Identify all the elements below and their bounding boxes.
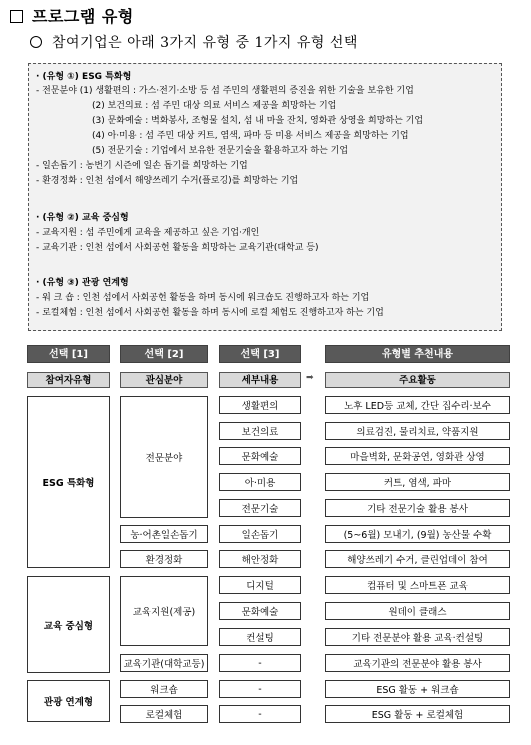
table-header: 선택 [3] — [219, 345, 301, 363]
participant-type: 교육 중심형 — [27, 576, 110, 673]
detail-item: 생활편의 — [219, 396, 301, 414]
info-line: - 일손돕기 : 농번기 시즌에 일손 돕기를 희망하는 기업 — [36, 161, 248, 171]
detail-item: 문화예술 — [219, 602, 301, 620]
detail-item: 전문기술 — [219, 499, 301, 517]
checkbox-icon — [10, 10, 23, 23]
info-line: · (유형 ②) 교육 중심형 — [36, 213, 129, 223]
detail-item: 디지털 — [219, 576, 301, 594]
info-line: (4) 아·미용 : 섬 주민 대상 커트, 염색, 파마 등 미용 서비스 제공을 희망하는 기업 — [92, 131, 409, 141]
info-line: - 교육기관 : 인천 섬에서 사회공헌 활동을 희망하는 교육기관(대학교 등) — [36, 243, 319, 253]
detail-item: 문화예술 — [219, 447, 301, 465]
detail-item: 컨설팅 — [219, 628, 301, 646]
table-subheader: 세부내용 — [219, 372, 301, 388]
interest-area: 워크숍 — [120, 680, 208, 698]
main-activity: 해양쓰레기 수거, 클린업데이 참여 — [325, 550, 510, 568]
main-activity: 기타 전문분야 활용 교육·컨설팅 — [325, 628, 510, 646]
detail-item: 해안정화 — [219, 550, 301, 568]
circle-bullet-icon — [30, 36, 42, 48]
detail-item: - — [219, 705, 301, 723]
main-activity: ESG 활동 + 워크숍 — [325, 680, 510, 698]
info-line: · (유형 ③) 관광 연계형 — [36, 278, 129, 288]
main-activity: 교육기관의 전문분야 활용 봉사 — [325, 654, 510, 672]
detail-item: - — [219, 654, 301, 672]
interest-area: 교육지원(제공) — [120, 576, 208, 646]
main-activity: ESG 활동 + 로컬체험 — [325, 705, 510, 723]
info-line: · (유형 ①) ESG 특화형 — [36, 72, 132, 82]
interest-area: 교육기관(대학교등) — [120, 654, 208, 672]
detail-item: 아·미용 — [219, 473, 301, 491]
main-activity: 의료검진, 물리치료, 약품지원 — [325, 422, 510, 440]
interest-area: 로컬체험 — [120, 705, 208, 723]
info-line: (5) 전문기술 : 기업에서 보유한 전문기술을 활용하고자 하는 기업 — [92, 146, 349, 156]
info-line: (3) 문화예술 : 벽화봉사, 조형물 설치, 섬 내 마을 잔치, 영화관 상영을 희망하는 기업 — [92, 116, 424, 126]
main-activity: 기타 전문기술 활용 봉사 — [325, 499, 510, 517]
info-line: - 교육지원 : 섬 주민에게 교육을 제공하고 싶은 기업·개인 — [36, 228, 260, 238]
detail-item: - — [219, 680, 301, 698]
main-activity: 커트, 염색, 파마 — [325, 473, 510, 491]
info-line: - 워 크 숍 : 인천 섬에서 사회공헌 활동을 하며 동시에 워크숍도 진행하고자 하는 기업 — [36, 293, 370, 303]
main-activity: 컴퓨터 및 스마트폰 교육 — [325, 576, 510, 594]
detail-item: 일손돕기 — [219, 525, 301, 543]
interest-area: 전문분야 — [120, 396, 208, 518]
table-subheader: 참여자유형 — [27, 372, 110, 388]
info-line: - 로컬체험 : 인천 섬에서 사회공헌 활동을 하며 동시에 로컬 체험도 진행하고자 하는 기업 — [36, 308, 384, 318]
info-line: (2) 보건의료 : 섬 주민 대상 의료 서비스 제공을 희망하는 기업 — [92, 101, 337, 111]
info-line: - 환경정화 : 인천 섬에서 해양쓰레기 수거(플로깅)를 희망하는 기업 — [36, 176, 299, 186]
table-subheader: 주요활동 — [325, 372, 510, 388]
participant-type: ESG 특화형 — [27, 396, 110, 568]
detail-item: 보건의료 — [219, 422, 301, 440]
arrow-right-icon: ➡ — [306, 373, 314, 383]
table-subheader: 관심분야 — [120, 372, 208, 388]
page-title: 프로그램 유형 — [32, 7, 134, 26]
interest-area: 농·어촌일손돕기 — [120, 525, 208, 543]
page-subtitle: 참여기업은 아래 3가지 유형 중 1가지 유형 선택 — [52, 35, 358, 51]
table-header: 유형별 추천내용 — [325, 345, 510, 363]
main-activity: 마을벽화, 문화공연, 영화관 상영 — [325, 447, 510, 465]
table-header: 선택 [1] — [27, 345, 110, 363]
table-header: 선택 [2] — [120, 345, 208, 363]
interest-area: 환경정화 — [120, 550, 208, 568]
main-activity: 원데이 클래스 — [325, 602, 510, 620]
info-line: - 전문분야 (1) 생활편의 : 가스·전기·소방 등 섬 주민의 생활편의 증진을 위한 기술을 보유한 기업 — [36, 86, 414, 96]
participant-type: 관광 연계형 — [27, 680, 110, 722]
main-activity: (5~6월) 모내기, (9월) 농산물 수확 — [325, 525, 510, 543]
main-activity: 노후 LED등 교체, 간단 집수리·보수 — [325, 396, 510, 414]
